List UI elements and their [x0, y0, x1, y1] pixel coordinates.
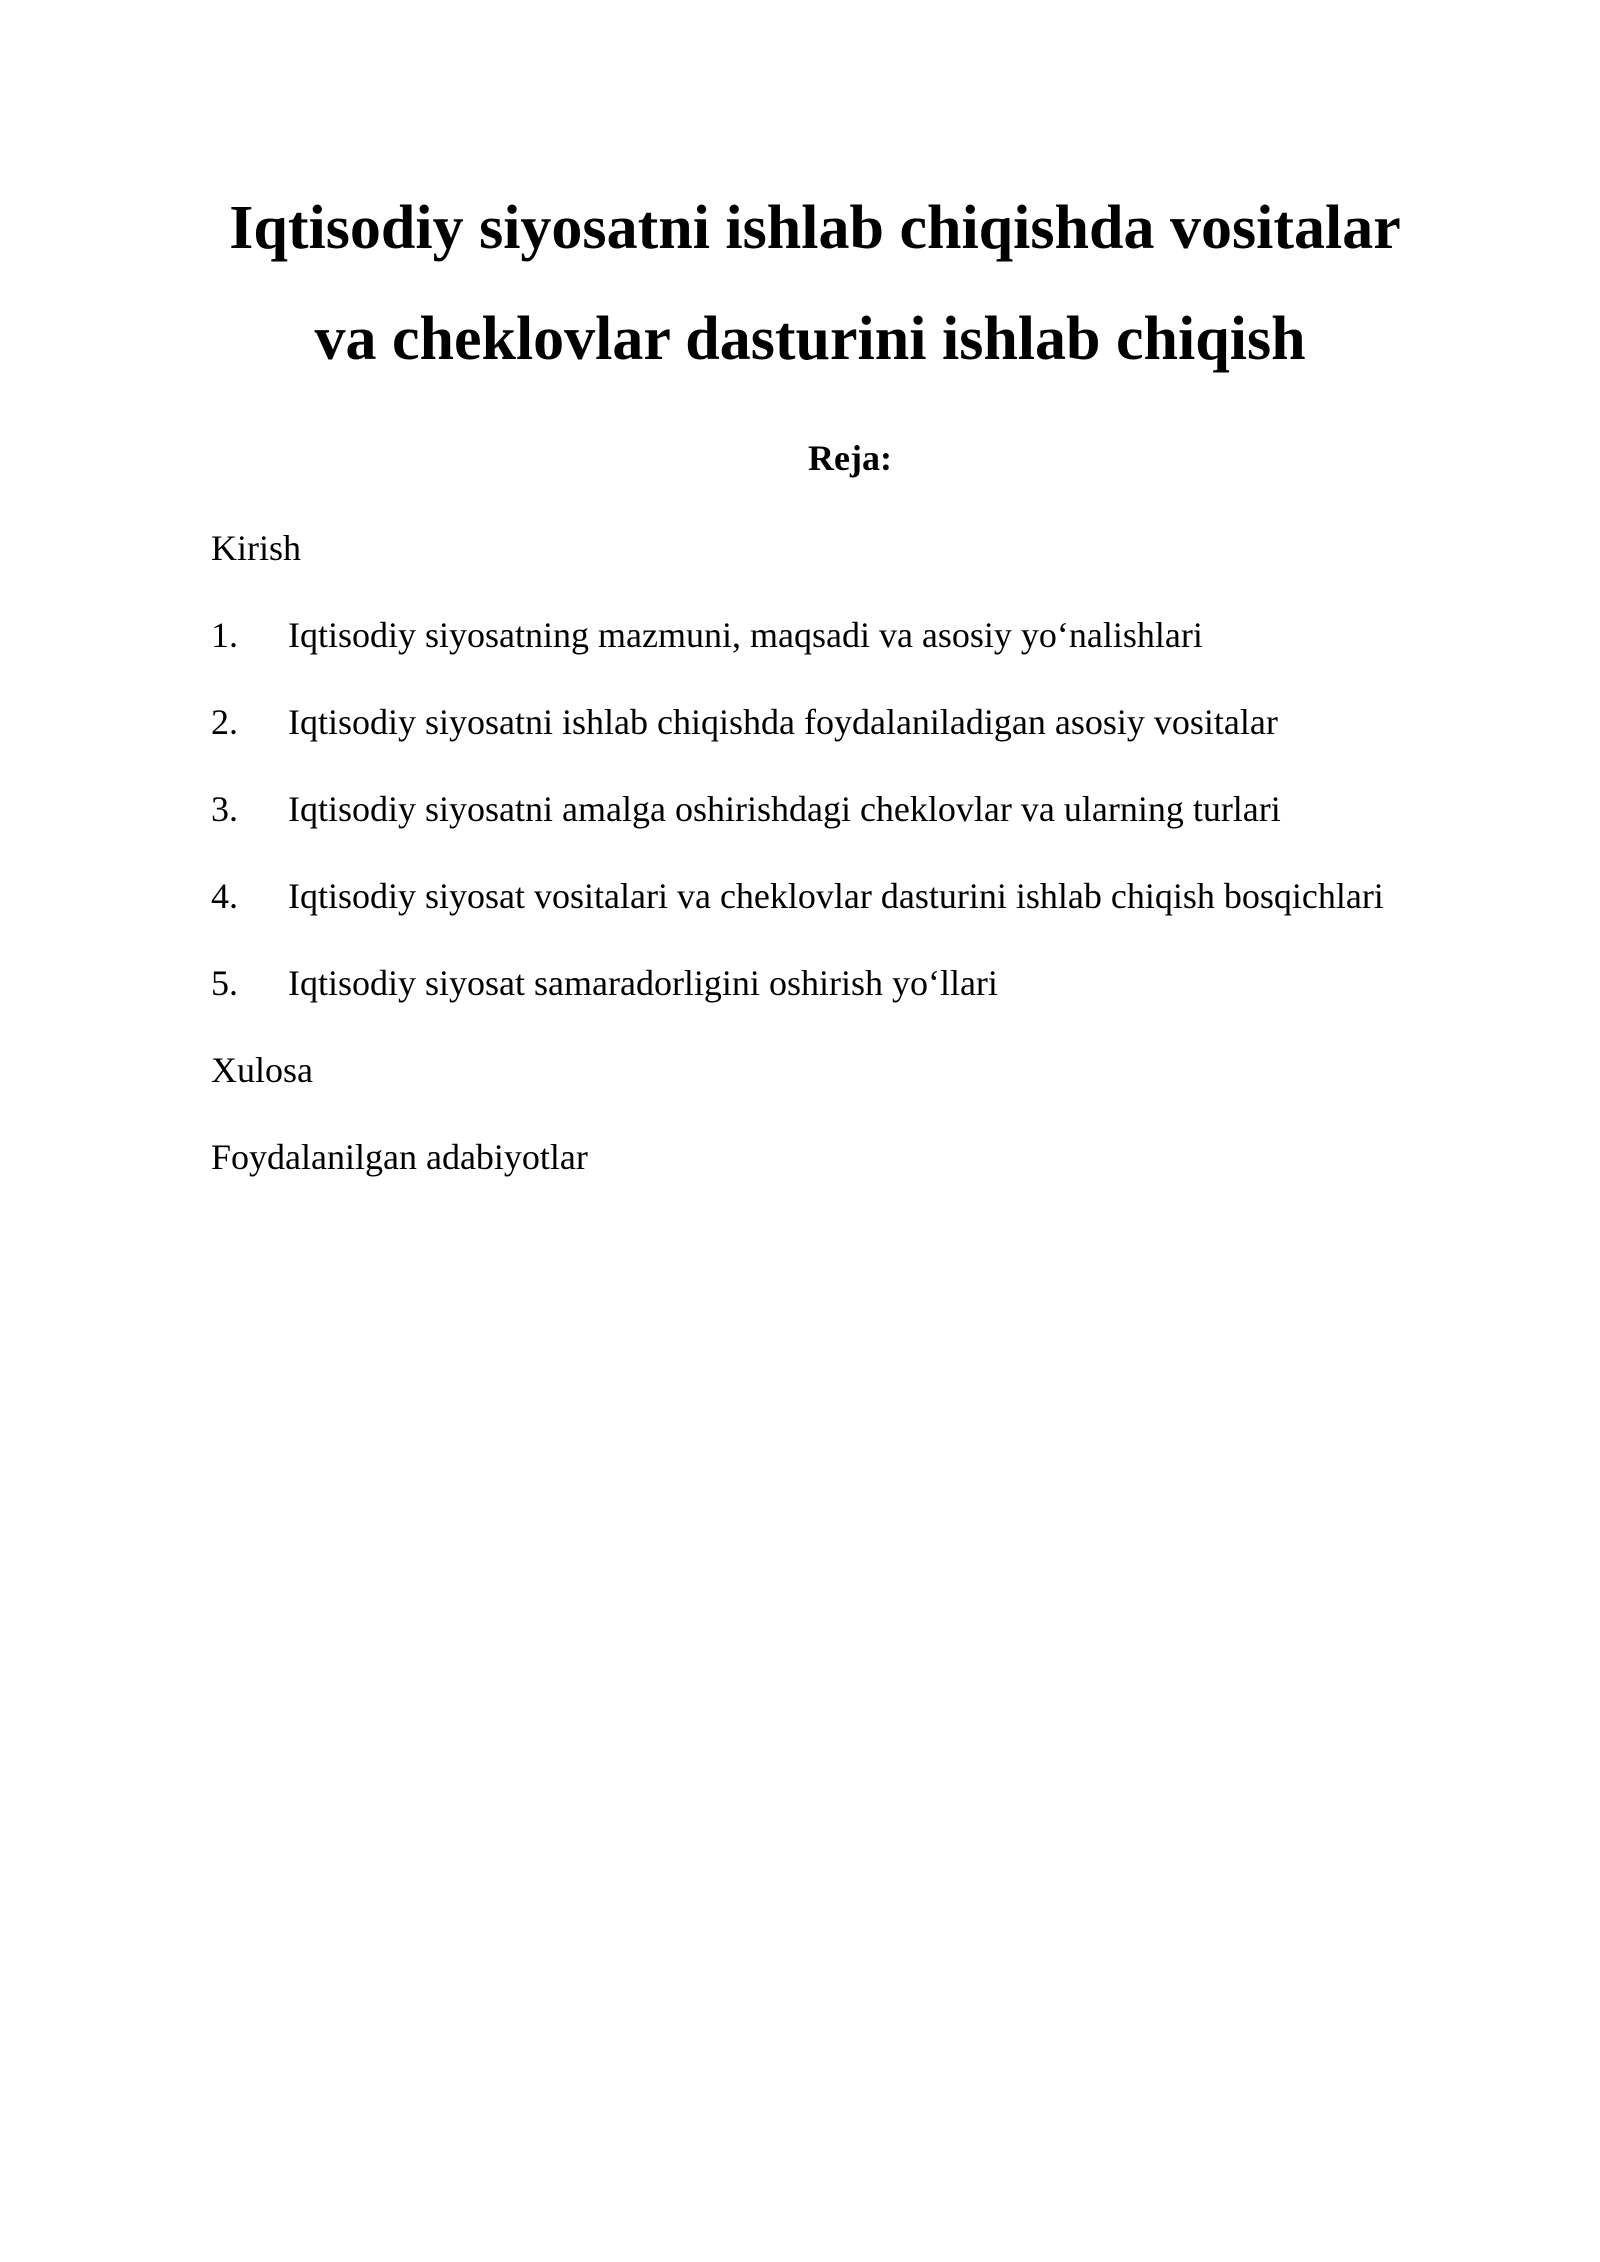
conclusion-line: Xulosa [211, 1050, 313, 1090]
list-item-text: Iqtisodiy siyosatni amalga oshirishdagi cheklovlar va ularning turlari [288, 789, 1281, 829]
document-title-line-1: Iqtisodiy siyosatni ishlab chiqishda vositalar [229, 194, 1401, 262]
plan-heading: Reja: [808, 438, 892, 478]
list-item-number: 2. [211, 702, 238, 742]
list-item-number: 5. [211, 963, 238, 1003]
list-item-number: 3. [211, 789, 238, 829]
document-title-line-2: va cheklovlar dasturini ishlab chiqish [314, 305, 1306, 373]
list-item-text: Iqtisodiy siyosat vositalari va cheklovlar dasturini ishlab chiqish bosqichlari [288, 876, 1384, 916]
list-item-text: Iqtisodiy siyosatning mazmuni, maqsadi va asosiy yo‘nalishlari [288, 615, 1203, 655]
intro-line: Kirish [211, 528, 301, 568]
list-item-text: Iqtisodiy siyosatni ishlab chiqishda foydalaniladigan asosiy vositalar [288, 702, 1278, 742]
list-item-number: 4. [211, 876, 238, 916]
list-item-number: 1. [211, 615, 238, 655]
list-item-text: Iqtisodiy siyosat samaradorligini oshirish yo‘llari [288, 963, 998, 1003]
references-line: Foydalanilgan adabiyotlar [211, 1137, 588, 1177]
